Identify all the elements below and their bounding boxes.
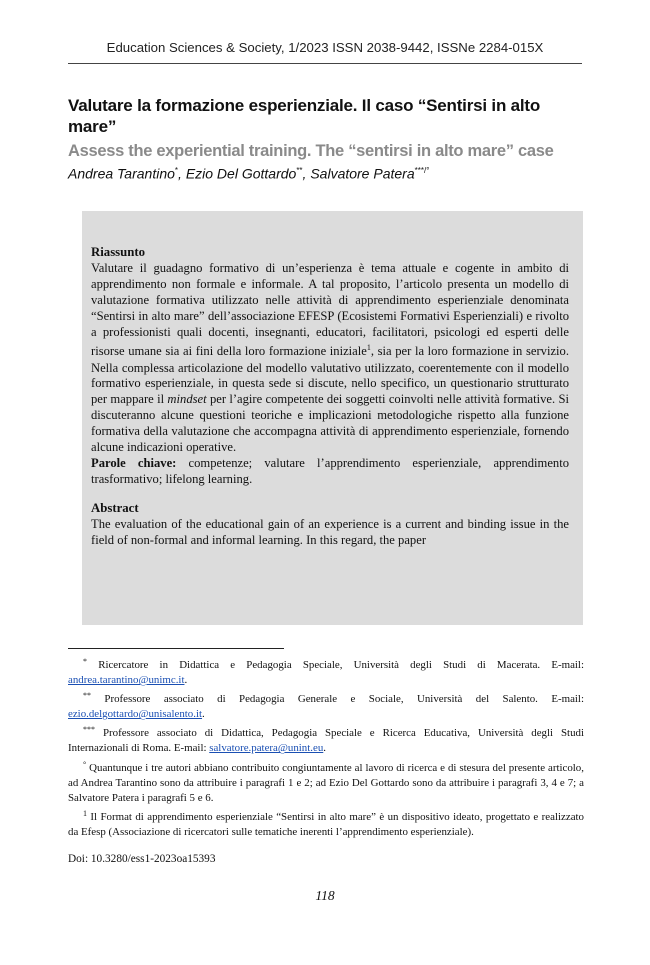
footnote-end: . xyxy=(323,742,327,755)
keywords xyxy=(91,456,569,488)
footnote-text: Professore associato di Pedagogia Generale e Sociale, Università del Salento. E-mail: xyxy=(104,693,584,706)
footnote-text: Il Format di apprendimento esperienziale “Sentirsi in alto mare” è un dispositivo ideato, progettato e realizzato da Efesp (Associazione di ricercatori sulle tematiche inerenti l’apprendimento esperienziale). xyxy=(68,810,584,838)
footnote-text: Professore associato di Didattica, Pedagogia Speciale e Ricerca Educativa, Università degli Studi Internazionali di Roma. E-mail: xyxy=(68,727,584,755)
email-link[interactable]: andrea.tarantino@unimc.it xyxy=(68,674,185,687)
abstract-text: The evaluation of the educational gain of an experience is a current and binding issue in the field of non-formal and informal learning. In this regard, the paper xyxy=(91,516,569,547)
footnote-mark: 1 xyxy=(83,808,87,818)
footnote xyxy=(68,722,584,756)
abstract-box xyxy=(82,211,583,625)
footnote xyxy=(68,654,584,688)
abstract-heading: Abstract xyxy=(91,500,139,515)
footnote-mark: * xyxy=(83,657,87,666)
title-italian: Valutare la formazione esperienziale. Il caso “Sentirsi in alto mare” xyxy=(68,96,541,136)
author-separator: , xyxy=(302,165,311,182)
riassunto-text-part: per l’agire competente dei soggetti coinvolti nelle attività formative. Si discuteranno alcune questioni teoriche e implicazioni metodologiche rispetto alla funzione formativa della valutazione che accompagna attività di apprendimento esperienziale, fornendo alcune indicazioni operative. xyxy=(91,392,569,455)
footnote-rule xyxy=(68,648,284,649)
page-number: 118 xyxy=(315,888,335,903)
footnote xyxy=(68,757,584,806)
riassunto-emphasis: mindset xyxy=(167,392,207,407)
footnote-end: . xyxy=(202,708,205,721)
footnote-text: Ricercatore in Didattica e Pedagogia Speciale, Università degli Studi di Macerata. E-mail: xyxy=(98,659,584,671)
author-line xyxy=(68,161,588,184)
footnote xyxy=(68,806,584,840)
keywords-text: competenze; valutare l’apprendimento esperienziale, apprendimento trasformativo; lifelong learning. xyxy=(91,455,569,486)
keywords-label: Parole chiave: xyxy=(91,455,177,470)
running-head: Education Sciences & Society, 1/2023 ISSN 2038-9442, ISSNe 2284-015X xyxy=(106,40,544,55)
footnote-end: . xyxy=(184,674,188,687)
author-3: Salvatore Patera xyxy=(310,165,415,182)
footnote-ref: 1 xyxy=(366,343,371,353)
author-separator: , xyxy=(178,165,186,182)
footnote xyxy=(68,688,584,722)
abstract-content xyxy=(91,245,569,549)
email-link[interactable]: ezio.delgottardo@unisalento.it xyxy=(68,708,203,721)
footnotes xyxy=(68,654,584,840)
riassunto-text-part: , sia per la loro formazione in servizio. Nella complessa articolazione del modello valutativo utilizzato, coerentemente con il modello formativo esperienziale, in questa sede si discute, nello specifico, un questionario strutturato per mappare il xyxy=(91,344,569,407)
footnote-mark: *** xyxy=(83,725,95,735)
title-english: Assess the experiential training. The “sentirsi in alto mare” case xyxy=(68,142,554,160)
author-2-mark: ** xyxy=(296,166,303,175)
email-link[interactable]: salvatore.patera@unint.eu xyxy=(209,742,324,755)
footnote-text: Quantunque i tre autori abbiano contribuito congiuntamente al lavoro di ricerca e di stesura del presente articolo, ad Andrea Tarantino sono da attribuire i paragrafi 1 e 2; ad Ezio Del Gottardo sono da attribuire i paragrafi 3, 4 e 7; a Salvatore Patera i paragrafi 5 e 6. xyxy=(68,761,584,804)
author-3-mark: ***/° xyxy=(414,166,430,175)
riassunto-heading: Riassunto xyxy=(91,245,146,259)
author-1-mark: * xyxy=(174,166,179,175)
header-rule xyxy=(68,63,582,64)
author-1: Andrea Tarantino xyxy=(68,165,175,182)
footnote-mark: ° xyxy=(83,759,87,769)
footnote-mark: ** xyxy=(83,691,91,701)
author-2: Ezio Del Gottardo xyxy=(185,165,297,182)
doi: Doi: 10.3280/ess1-2023oa15393 xyxy=(68,853,216,865)
riassunto-text xyxy=(91,261,569,456)
riassunto-text-part: Valutare il guadagno formativo di un’esperienza è tema attuale e cogente in ambito di apprendimento non formale e informale. A tal proposito, l’articolo presenta un modello di valutazione formativa utilizzato nelle attività di apprendimento esperienziale denominata “Sentirsi in alto mare” dell’associazione EFESP (Ecosistemi Formativi Esperienziali) e rivolto a professionisti quali docenti, insegnanti, educatori, facilitatori, psicologi ed esperti delle risorse umane sia ai fini della loro formazione iniziale xyxy=(91,260,569,359)
